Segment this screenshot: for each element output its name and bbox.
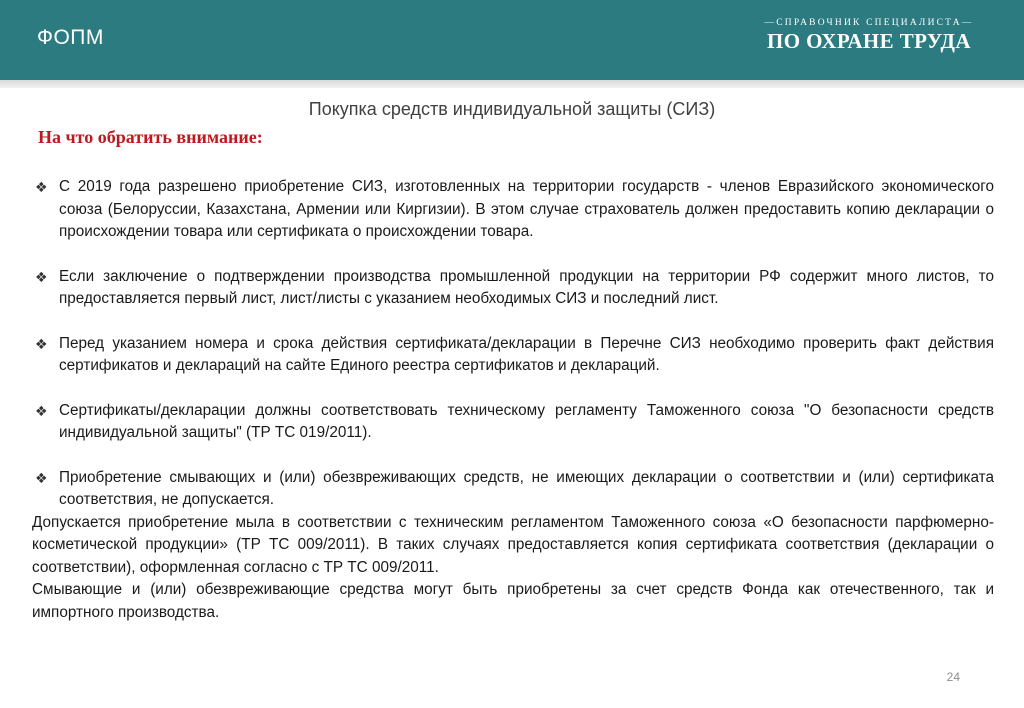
header-bar xyxy=(0,0,1024,80)
header-divider xyxy=(0,80,1024,88)
slide-content xyxy=(32,176,994,624)
diamond-bullet-icon: ❖ xyxy=(35,179,48,195)
list-item-text: Если заключение о подтверждении производства промышленной продукции на территории РФ содержит много листов, то предоставляется первый лист, лист/листы с указанием необходимых СИЗ и последний лист. xyxy=(59,267,994,307)
list-item xyxy=(32,266,994,311)
slide-title: Покупка средств индивидуальной защиты (СИЗ) xyxy=(308,99,716,119)
paragraph: Допускается приобретение мыла в соответствии с техническим регламентом Таможенного союза «О безопасности парфюмерно-косметической продукции» (ТР ТС 009/2011). В таких случаях предоставляется копия сертификата соответствия (декларации о соответствии), оформленная согласно с ТР ТС 009/2011. xyxy=(32,513,994,576)
diamond-bullet-icon: ❖ xyxy=(35,268,48,285)
list-item xyxy=(32,333,994,378)
logo-tagline: —СПРАВОЧНИК СПЕЦИАЛИСТА— xyxy=(764,18,974,28)
list-item xyxy=(32,400,994,445)
list-item-text: Перед указанием номера и срока действия сертификата/декларации в Перечне СИЗ необходимо проверить факт действия сертификатов и деклараций на сайте Единого реестра сертификатов и деклараций. xyxy=(59,334,994,374)
list-item xyxy=(32,467,994,512)
paragraph: Смывающие и (или) обезвреживающие средства могут быть приобретены за счет средств Фонда как отечественного, так и импортного производства. xyxy=(32,581,994,621)
brand-label: ФОПМ xyxy=(37,26,104,49)
logo xyxy=(754,18,984,54)
diamond-bullet-icon: ❖ xyxy=(35,469,48,486)
list-item-text: С 2019 года разрешено приобретение СИЗ, изготовленных на территории государств - членов Евразийского экономического союза (Белоруссии, Казахстана, Армении или Киргизии). В этом случае страхователь должен предоставить копию декларации о происхождении товара или сертификата о происхождении товара. xyxy=(59,178,994,240)
list-item-text: Приобретение смывающих и (или) обезвреживающих средств, не имеющих декларации о соответствии и (или) сертификата соответствия, не допускается. xyxy=(59,468,994,508)
diamond-bullet-icon: ❖ xyxy=(35,335,48,352)
diamond-bullet-icon: ❖ xyxy=(35,402,48,419)
logo-title: ПО ОХРАНЕ ТРУДА xyxy=(767,29,971,53)
page-number: 24 xyxy=(946,670,960,684)
list-item-text: Сертификаты/декларации должны соответствовать техническому регламенту Таможенного союза "О безопасности средств индивидуальной защиты" (ТР ТС 019/2011). xyxy=(59,401,994,441)
slide-subtitle: На что обратить внимание: xyxy=(38,127,263,147)
list-item xyxy=(32,176,994,244)
